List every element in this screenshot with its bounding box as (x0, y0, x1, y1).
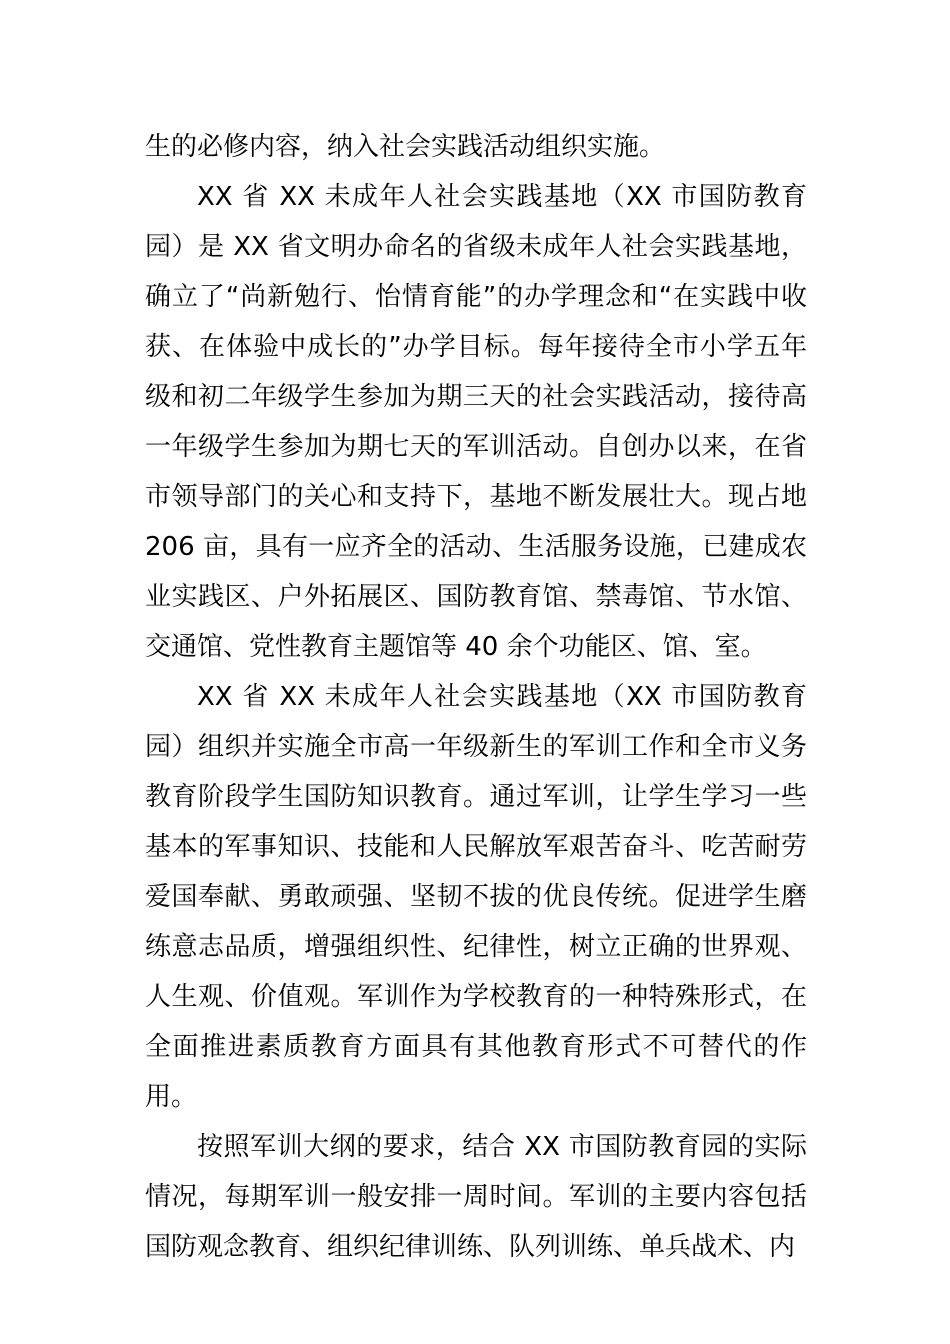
paragraph-2: XX 省 XX 未成年人社会实践基地（XX 市国防教育园）是 XX 省文明办命名的省级未成年人社会实践基地，确立了“尚新勉行、怡情育能”的办学理念和“在实践中收获、在体验中成长的”办学目标。每年接待全市小学五年级和初二年级学生参加为期三天的社会实践活动，接待高一年级学生参加为期七天的军训活动。自创办以来，在省市领导部门的关心和支持下，基地不断发展壮大。现占地 206 亩，具有一应齐全的活动、生活服务设施，已建成农业实践区、户外拓展区、国防教育馆、禁毒馆、节水馆、交通馆、党性教育主题馆等 40 余个功能区、馆、室。 (145, 182, 807, 662)
paragraph-4: 按照军训大纲的要求，结合 XX 市国防教育园的实际情况，每期军训一般安排一周时间。军训的主要内容包括国防观念教育、组织纪律训练、队列训练、单兵战术、内 (145, 1132, 807, 1262)
paragraph-3: XX 省 XX 未成年人社会实践基地（XX 市国防教育园）组织并实施全市高一年级新生的军训工作和全市义务教育阶段学生国防知识教育。通过军训，让学生学习一些基本的军事知识、技能和人民解放军艰苦奋斗、吃苦耐劳爱国奉献、勇敢顽强、坚韧不拔的优良传统。促进学生磨练意志品质，增强组织性、纪律性，树立正确的世界观、人生观、价值观。军训作为学校教育的一种特殊形式，在全面推进素质教育方面具有其他教育形式不可替代的作用。 (145, 682, 807, 1112)
paragraph-1: 生的必修内容，纳入社会实践活动组织实施。 (145, 132, 666, 162)
document-body (145, 122, 807, 1272)
